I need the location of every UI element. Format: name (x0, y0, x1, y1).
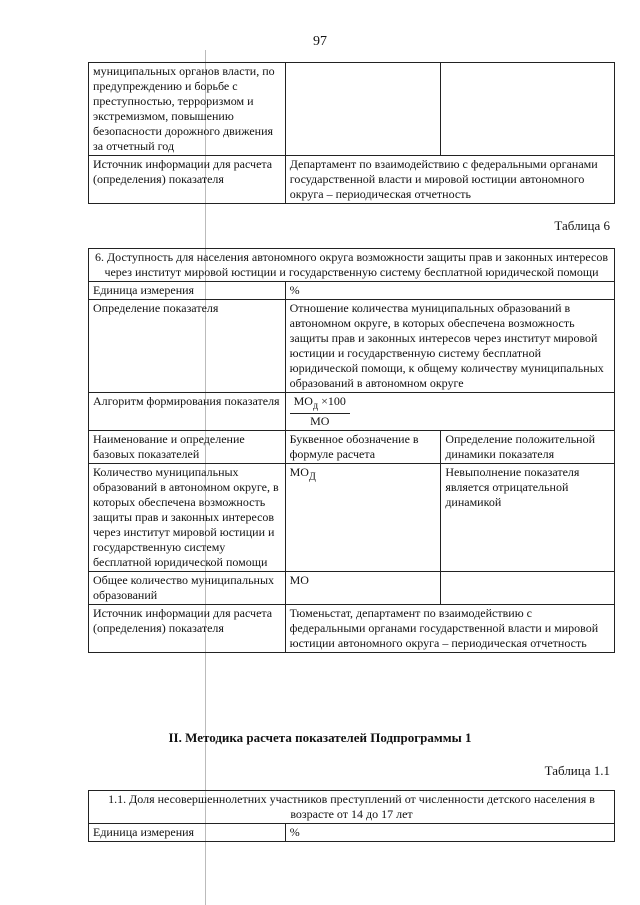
table-cell (285, 393, 614, 431)
table-row (89, 282, 615, 300)
table-row (89, 431, 615, 464)
formula-num-base: МО (293, 394, 313, 408)
table-cell: Количество муниципальных образований в автономном округе, в которых обеспечена возможность защиты прав и законных интересов через институт мировой юстиции и государственную систему бесплатной юридической помощи (89, 464, 286, 572)
table-cell: Источник информации для расчета (определения) показателя (89, 605, 286, 653)
table-1-1 (88, 790, 615, 842)
table-label: Таблица 1.1 (544, 763, 610, 778)
table-cell: Источник информации для расчета (определения) показателя (89, 156, 286, 204)
formula-denominator: МО (310, 414, 330, 429)
formula-numerator (290, 394, 350, 414)
page-number: 97 (313, 34, 327, 49)
table-header: Определение положительной динамики показателя (441, 431, 615, 464)
table-cell: % (285, 824, 614, 842)
table-cell: Единица измерения (89, 282, 286, 300)
table-cell (285, 464, 441, 572)
table-cell (441, 63, 615, 156)
table-row (89, 249, 615, 282)
table-cell: Отношение количества муниципальных образований в автономном округе, в которых обеспечена возможность защиты прав и законных интересов через институт мировой юстиции и государственную систему бесплатной юридической помощи, к общему количеству муниципальных образований в автономном округе (285, 300, 614, 393)
table-cell: Единица измерения (89, 824, 286, 842)
table-cell: Общее количество муниципальных образований (89, 572, 286, 605)
table-cell: Тюменьстат, департамент по взаимодействию с федеральными органами государственной власти и мировой юстиции автономного округа – периодическая отчетность (285, 605, 614, 653)
table-row (89, 791, 615, 824)
table-cell: Алгоритм формирования показателя (89, 393, 286, 431)
formula (290, 394, 350, 429)
table-row (89, 824, 615, 842)
table-cell: Департамент по взаимодействию с федеральными органами государственной власти и мировой юстиции автономного округа – периодическая отчетность (285, 156, 614, 204)
table-cell: Невыполнение показателя является отрицательной динамикой (441, 464, 615, 572)
table-row (89, 156, 615, 204)
table-title: 6. Доступность для населения автономного округа возможности защиты прав и законных интересов через институт мировой юстиции и государственную систему бесплатной юридической помощи (89, 249, 615, 282)
table-row (89, 572, 615, 605)
table-cell: МО (285, 572, 441, 605)
table-top (88, 62, 615, 204)
table-6 (88, 248, 615, 653)
symbol-sub: Д (308, 471, 316, 483)
formula-num-sub: д (312, 400, 319, 412)
table-header: Наименование и определение базовых показателей (89, 431, 286, 464)
table-cell: муниципальных органов власти, по предупреждению и борьбе с преступностью, терроризмом и экстремизмом, повышению безопасности дорожного движения за отчетный год (89, 63, 286, 156)
section-heading: II. Методика расчета показателей Подпрограммы 1 (168, 730, 472, 745)
table-header: Буквенное обозначение в формуле расчета (285, 431, 441, 464)
table-label: Таблица 6 (554, 218, 610, 233)
table-row (89, 300, 615, 393)
table-cell (441, 572, 615, 605)
table-cell: % (285, 282, 614, 300)
table-cell (285, 63, 441, 156)
table-cell: Определение показателя (89, 300, 286, 393)
table-row (89, 63, 615, 156)
table-row (89, 393, 615, 431)
table-row (89, 605, 615, 653)
symbol-base: МО (289, 465, 309, 480)
table-row (89, 464, 615, 572)
table-title: 1.1. Доля несовершеннолетних участников преступлений от численности детского населения в возрасте от 14 до 17 лет (89, 791, 615, 824)
formula-num-tail: ×100 (321, 394, 346, 408)
